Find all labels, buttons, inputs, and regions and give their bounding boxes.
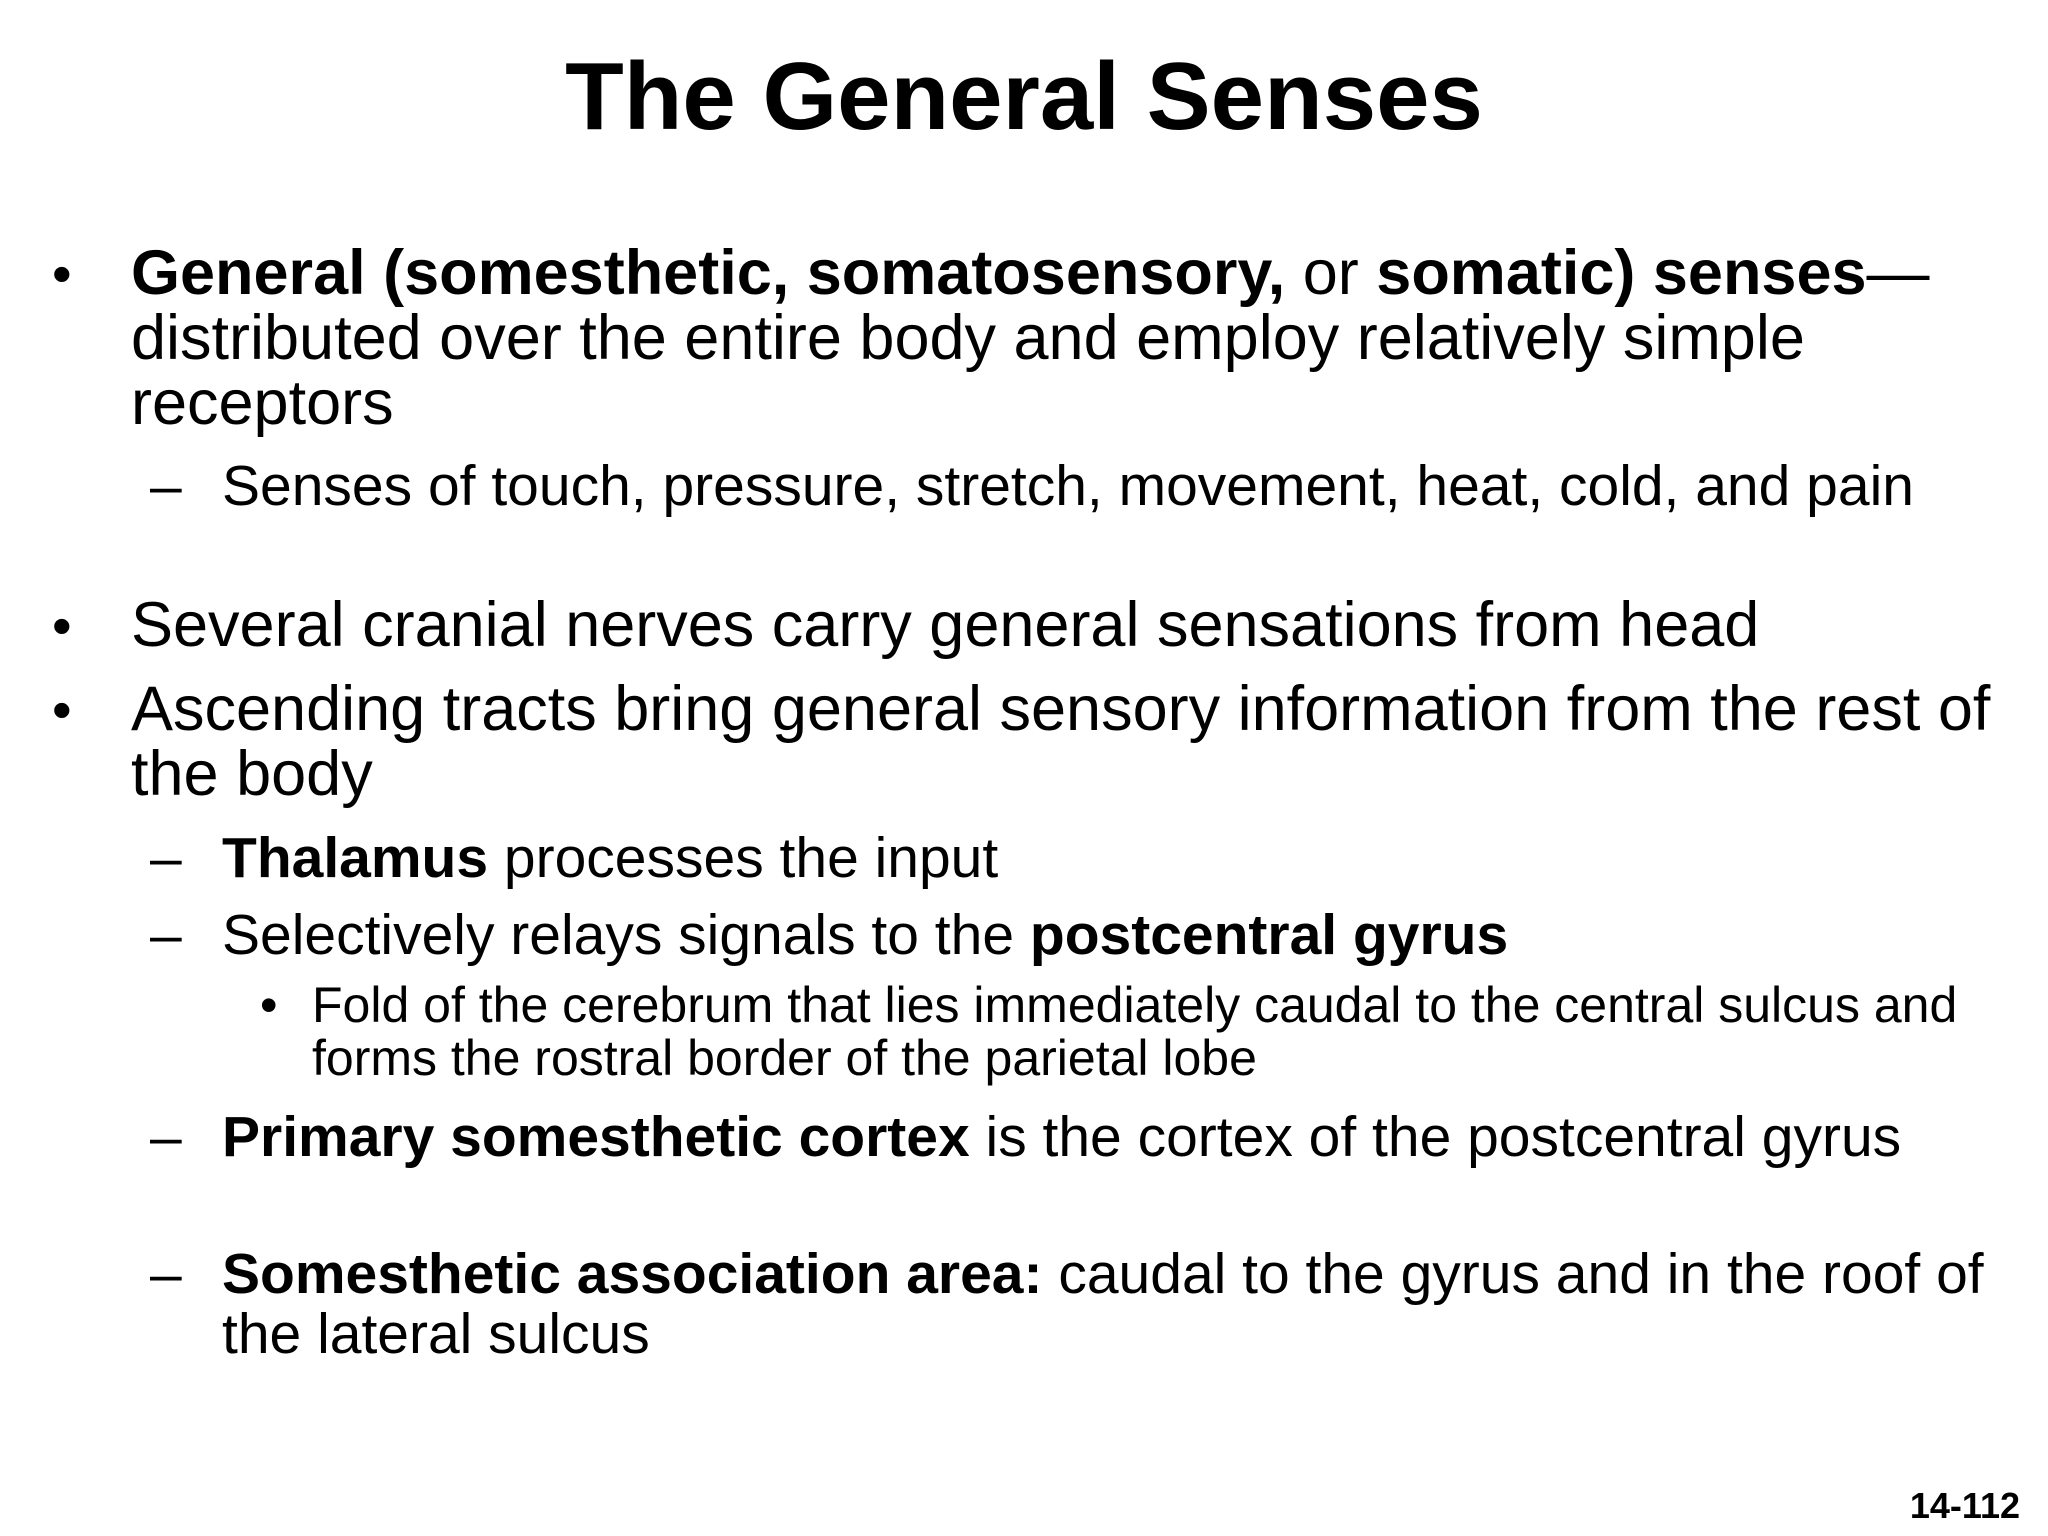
term-somatic: somatic) xyxy=(1376,238,1636,308)
general-senses-description: —distributed over the entire body and employ relatively simple receptors xyxy=(131,238,1930,438)
term-thalamus: Thalamus xyxy=(222,826,489,890)
dash-icon: – xyxy=(150,826,182,890)
touch-senses-text: Senses of touch, pressure, stretch, movement, heat, cold, and pain xyxy=(222,454,1914,518)
term-postcentral-gyrus: postcentral gyrus xyxy=(1029,903,1509,967)
term-general: General (somesthetic, somatosensory, xyxy=(131,238,1286,308)
relays-text: Selectively relays signals to the xyxy=(222,903,1030,967)
dash-icon: – xyxy=(150,1105,182,1169)
bullet-ascending-tracts xyxy=(52,674,1991,809)
sub-bullet-thalamus xyxy=(150,826,2012,890)
bullet-icon: • xyxy=(52,678,72,741)
bullet-icon: • xyxy=(52,594,72,657)
thalamus-text: processes the input xyxy=(488,826,999,890)
primary-cortex-text: is the cortex of the postcentral gyrus xyxy=(969,1105,1902,1169)
cranial-nerves-text: Several cranial nerves carry general sensations from head xyxy=(131,590,1760,660)
term-senses: senses xyxy=(1652,238,1867,308)
bullet-icon: • xyxy=(260,977,278,1033)
association-area-text: caudal to the gyrus and in the roof of the lateral sulcus xyxy=(222,1242,1984,1366)
dash-icon: – xyxy=(150,1242,182,1306)
fold-text: Fold of the cerebrum that lies immediately caudal to the central sulcus and forms the rostral border of the parietal lobe xyxy=(312,977,1958,1086)
dash-icon: – xyxy=(150,903,182,967)
bullet-icon: • xyxy=(52,242,72,305)
dash-icon: – xyxy=(150,454,182,518)
sub-sub-bullet-fold xyxy=(260,977,2012,1086)
sub-bullet-primary-cortex xyxy=(150,1105,2012,1169)
page-number: 14-112 xyxy=(1909,1485,2020,1526)
term-somesthetic-association-area: Somesthetic association area: xyxy=(222,1242,1043,1306)
sub-bullet-relays xyxy=(150,903,2012,967)
term-primary-somesthetic-cortex: Primary somesthetic cortex xyxy=(222,1105,970,1169)
text-or: or xyxy=(1285,238,1377,308)
sub-bullet-association-area xyxy=(150,1242,2012,1366)
bullet-general-senses xyxy=(52,238,1991,438)
sub-bullet-touch-senses xyxy=(150,454,2022,518)
ascending-tracts-text: Ascending tracts bring general sensory information from the rest of the body xyxy=(131,674,1991,809)
slide-title: The General Senses xyxy=(565,43,1483,150)
bullet-cranial-nerves xyxy=(52,590,1991,660)
